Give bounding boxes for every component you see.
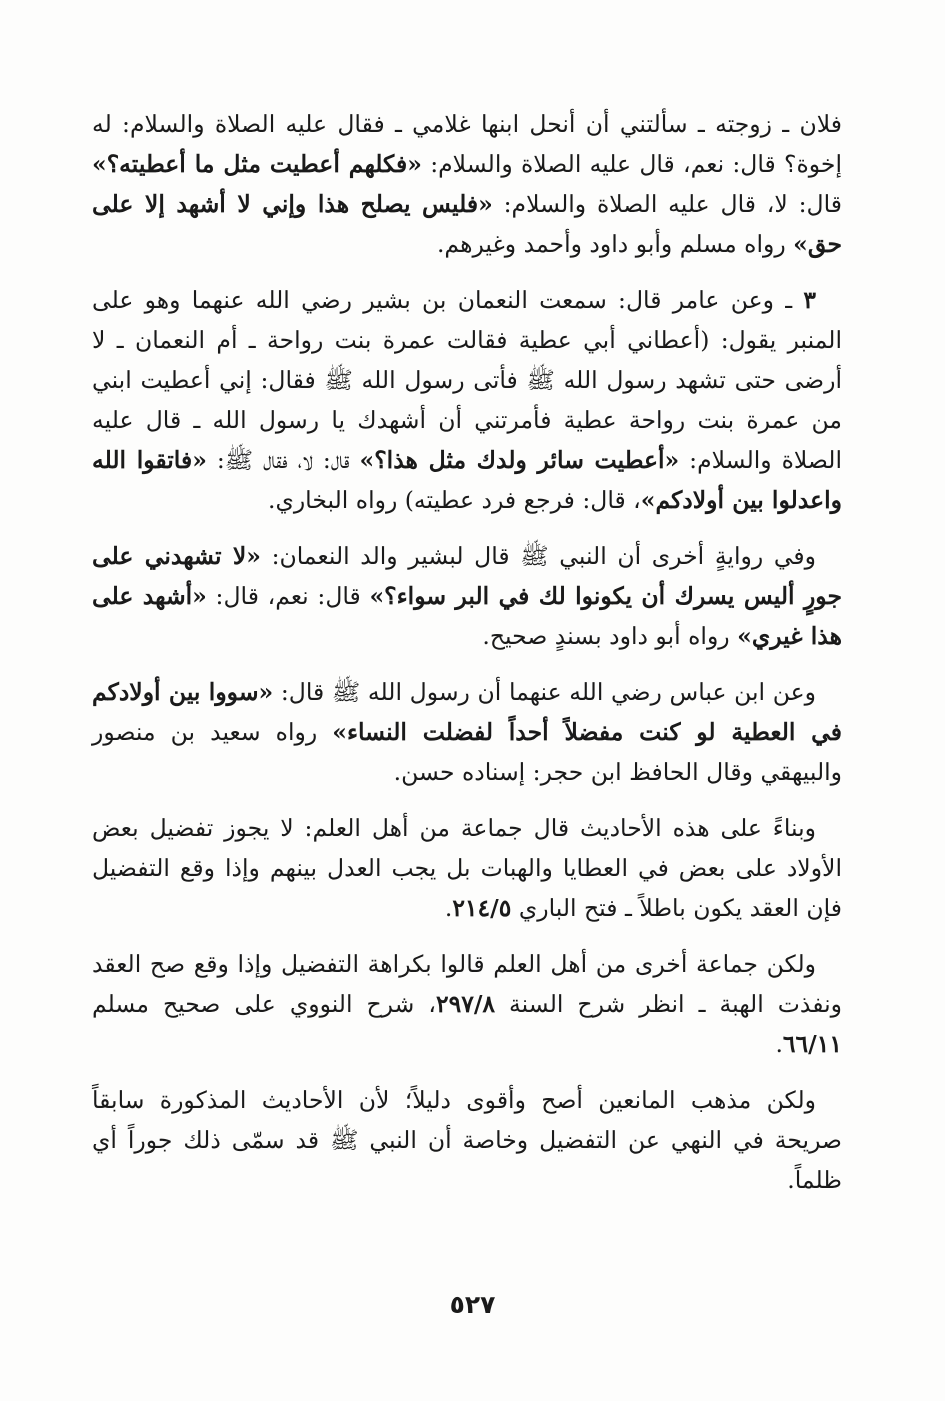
- text-segment: ـ وعن عامر قال: سمعت النعمان بن بشير رضي الله عنهما وهو على المنبر يقول: (أعطاني أبي عطية فقالت عمرة بنت رواحة ـ أم النعمان ـ لا أرضى حتى تشهد رسول الله ﷺ فأتى رسول الله ﷺ فقال: إني أعطيت ابني من عمرة بنت رواحة عطية فأمرتني أن أشهدك يا رسول الله ـ قال عليه الصلاة والسلام:: [92, 286, 842, 474]
- item-number: ٣: [803, 286, 816, 314]
- paragraph-5: [92, 808, 842, 928]
- text-segment: وعن ابن عباس رضي الله عنهما أن رسول الله ﷺ قال:: [273, 678, 816, 706]
- text-segment: قال: لا، قال عليه الصلاة والسلام:: [492, 190, 843, 218]
- text-segment: وفي روايةٍ أخرى أن النبي ﷺ قال لبشير والد النعمان:: [260, 542, 816, 570]
- hadith-quote: «فليس يصلح هذا وإني لا أشهد إلا على حق»: [92, 190, 842, 258]
- text-segment: قال: نعم، قال:: [206, 582, 370, 610]
- text-segment: .: [775, 1030, 783, 1058]
- paragraph-2: [92, 280, 842, 520]
- text-segment: ، شرح النووي على صحيح مسلم: [92, 990, 436, 1018]
- hadith-quote: «فكلهم أعطيت مثل ما أعطيته؟»: [92, 150, 422, 178]
- paragraph-3: [92, 536, 842, 656]
- hadith-quote: «فاتقوا الله واعدلوا بين أولادكم»: [92, 446, 842, 514]
- text-segment: رواه مسلم وأبو داود وأحمد وغيرهم.: [436, 230, 794, 258]
- text-segment: ولكن جماعة أخرى من أهل العلم قالوا بكراهة التفضيل وإذا وقع صح العقد ونفذت الهبة ـ انظر شرح السنة: [92, 950, 842, 1018]
- reference-number: ٢٩٧/٨: [435, 990, 496, 1018]
- text-segment: ، قال: فرجع فرد عطيته) رواه البخاري.: [267, 486, 641, 514]
- reference-number: ٦٦/١١: [782, 1030, 842, 1058]
- page-text-body: [92, 104, 842, 1216]
- text-segment: قال: لا، فقال ﷺ:: [206, 446, 360, 474]
- paragraph-4: [92, 672, 842, 792]
- hadith-quote: «أعطيت سائر ولدك مثل هذا؟»: [359, 446, 680, 474]
- reference-number: ٢١٤/٥: [452, 894, 512, 922]
- text-segment: رواه أبو داود بسندٍ صحيح.: [482, 622, 738, 650]
- text-segment: وبناءً على هذه الأحاديث قال جماعة من أهل العلم: لا يجوز تفضيل بعض الأولاد على بعض في العطايا والهبات بل يجب العدل بينهم وإذا وقع التفضيل فإن العقد يكون باطلاً ـ فتح الباري: [92, 814, 842, 922]
- paragraph-1: [92, 104, 842, 264]
- text-segment: ولكن مذهب المانعين أصح وأقوى دليلاً؛ لأن الأحاديث المذكورة سابقاً صريحة في النهي عن التفضيل وخاصة أن النبي ﷺ قد سمّى ذلك جوراً أي ظلماً.: [92, 1086, 842, 1194]
- paragraph-7: [92, 1080, 842, 1200]
- hadith-quote: «سووا بين أولادكم في العطية لو كنت مفضلاً أحداً لفضلت النساء»: [92, 678, 842, 746]
- text-segment: .: [444, 894, 453, 922]
- page-number: ٥٢٧: [449, 1290, 496, 1319]
- text-segment: فلان ـ زوجته ـ سألتني أن أنحل ابنها غلامي ـ فقال عليه الصلاة والسلام: له إخوة؟ قال: نعم، قال عليه الصلاة والسلام:: [92, 110, 842, 178]
- text-segment: رواه سعيد بن منصور والبيهقي وقال الحافظ ابن حجر: إسناده حسن.: [92, 718, 842, 786]
- hadith-quote: «لا تشهدني على جورٍ أليس يسرك أن يكونوا لك في البر سواء؟»: [92, 542, 842, 610]
- hadith-quote: «أشهد على هذا غيري»: [92, 582, 842, 650]
- paragraph-6: [92, 944, 842, 1064]
